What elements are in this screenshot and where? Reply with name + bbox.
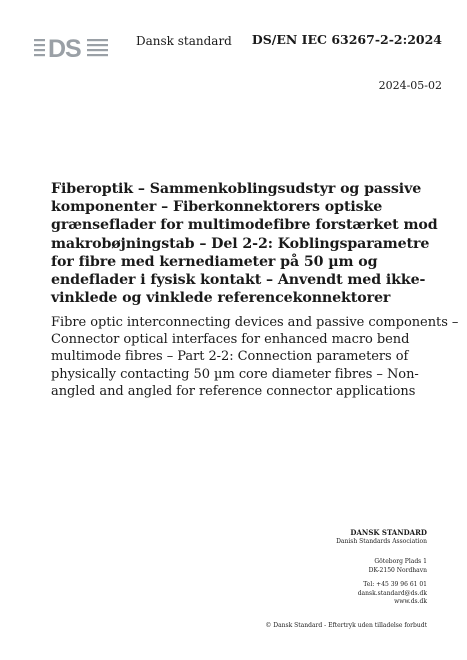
title-da-line: makrobøjningstab – Del 2-2: Koblingsparametre [51,235,430,252]
address-line: DK-2150 Nordhavn [368,567,427,575]
title-en-line: physically contacting 50 µm core diameter fibres – Non- [51,366,419,382]
title-danish [51,180,436,307]
organization-subtitle: Danish Standards Association [336,537,427,545]
standard-number: DS/EN IEC 63267-2-2:2024 [251,32,442,47]
title-da-line: vinklede og vinklede referencekonnektorer [51,290,391,307]
organization-name: DANSK STANDARD [350,528,427,537]
title-da-line: komponenter – Fiberkonnektorers optiske [51,199,383,216]
ds-logo [34,33,108,61]
logo-text: DS [48,35,81,61]
title-en-line: angled and angled for reference connector applications [51,383,416,399]
website-link[interactable]: www.ds.dk [394,598,427,606]
title-da-line: for fibre med kernediameter på 50 µm og [51,253,378,270]
organization-contact [167,529,427,607]
brand-name: Dansk standard [136,34,232,48]
title-en-line: Fibre optic interconnecting devices and passive components – [51,315,459,330]
title-en-line: Connector optical interfaces for enhanced macro bend [51,332,410,348]
email-link[interactable]: dansk.standard@ds.dk [357,589,427,597]
title-da-line: grænseflader for multimodefibre forstærket mod [51,217,438,234]
copyright-footer: © Dansk Standard - Eftertryk uden tilladelse forbudt [265,622,427,629]
address-line: Göteborg Plads 1 [374,558,427,566]
phone: Tel: +45 39 96 61 01 [363,580,427,588]
title-en-line: multimode fibres – Part 2-2: Connection parameters of [51,349,409,365]
publication-date: 2024-05-02 [378,79,442,92]
title-english [51,314,459,400]
title-da-line: Fiberoptik – Sammenkoblingsudstyr og passive [51,181,422,197]
title-da-line: endeflader i fysisk kontakt – Anvendt med ikke- [51,272,426,289]
